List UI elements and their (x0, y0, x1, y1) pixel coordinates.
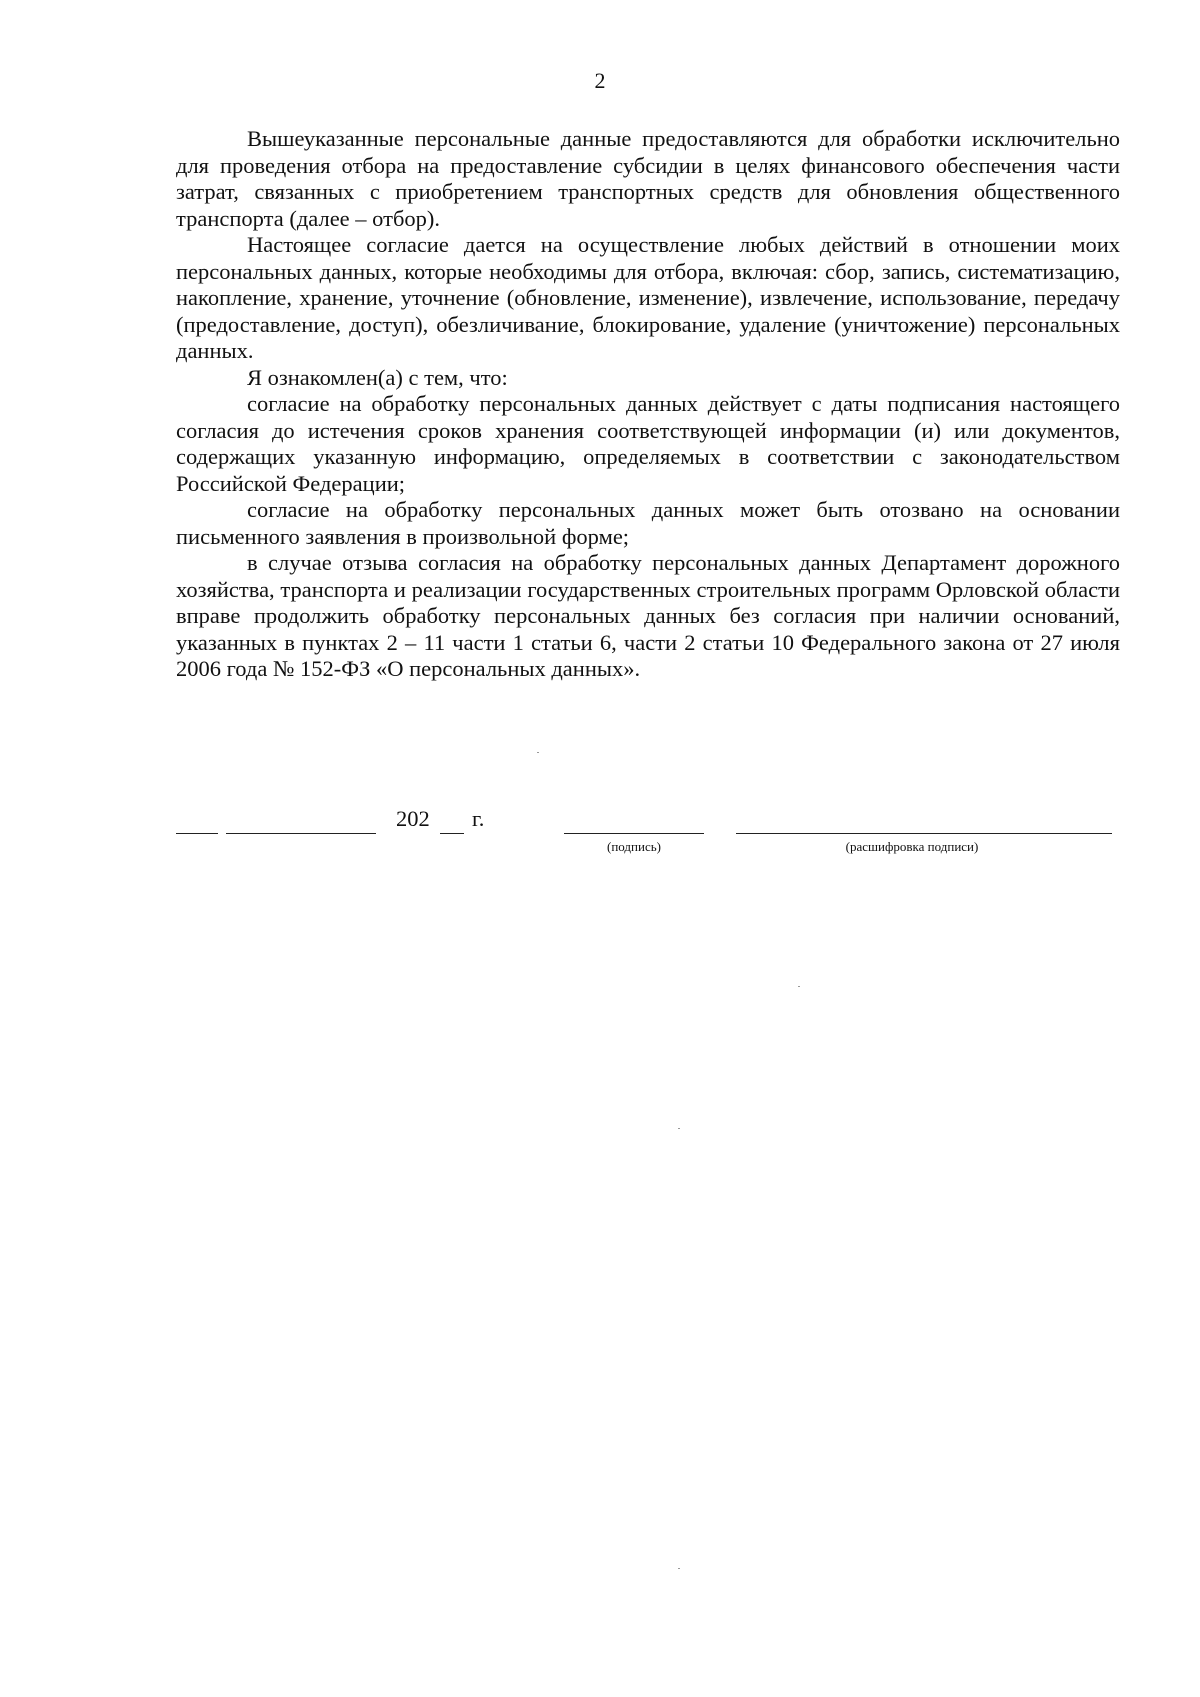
signature-line (564, 833, 704, 834)
date-year-suffix: г. (472, 806, 485, 831)
page-number: 2 (594, 68, 606, 93)
signature-decoding-caption: (расшифровка подписи) (845, 839, 979, 854)
paragraph-consent-validity: согласие на обработку персональных данных действует с даты подписания настоящего согласия до истечения сроков хранения соответствующей информации (и) или документов, содержащих указанную информацию, определяемых в соответствии с законодательством Российской Федерации; (176, 391, 1120, 496)
paragraph-revocation-consequence: в случае отзыва согласия на обработку персональных данных Департамент дорожного хозяйства, транспорта и реализации государственных строительных программ Орловской области вправе продолжить обработку персональных данных без согласия при наличии оснований, указанных в пунктах 2 – 11 части 1 статьи 6, части 2 статьи 10 Федерального закона от 27 июля 2006 года № 152-ФЗ «О персональных данных». (176, 550, 1120, 681)
date-year-prefix: 202 (396, 806, 430, 831)
scan-speck (537, 752, 539, 753)
scan-speck (678, 1128, 680, 1129)
date-month-line (226, 833, 376, 834)
paragraph-acknowledgement: Я ознакомлен(а) с тем, что: (247, 364, 508, 390)
scan-speck (798, 986, 800, 987)
date-year-blank (440, 833, 464, 834)
signature-caption: (подпись) (607, 839, 661, 854)
paragraph-purpose: Вышеуказанные персональные данные предоставляются для обработки исключительно для проведения отбора на предоставление субсидии в целях финансового обеспечения части затрат, связанных с приобретением транспортных средств для обновления общественного транспорта (далее – отбор). (176, 126, 1120, 231)
paragraph-consent-scope: Настоящее согласие дается на осуществление любых действий в отношении моих персональных данных, которые необходимы для отбора, включая: сбор, запись, систематизацию, накопление, хранение, уточнение (обновление, изменение), извлечение, использование, передачу (предоставление, доступ), обезличивание, блокирование, удаление (уничтожение) персональных данных. (176, 232, 1120, 363)
document-body (176, 126, 1120, 683)
paragraph-consent-revocation: согласие на обработку персональных данных может быть отозвано на основании письменного заявления в произвольной форме; (176, 497, 1120, 549)
date-day-line (176, 833, 218, 834)
scan-speck (678, 1568, 680, 1569)
signature-decoding-line (736, 833, 1112, 834)
signature-block (176, 806, 1120, 866)
